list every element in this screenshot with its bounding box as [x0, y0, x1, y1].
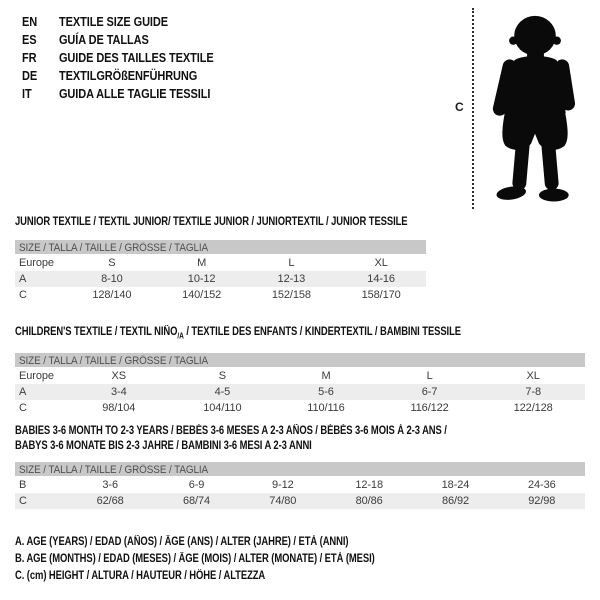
size-header-bar [15, 240, 426, 254]
legend-line-age-years: A. AGE (YEARS) / EDAD (AÑOS) / ÂGE (ANS) / ALTER (JAHRE) / ETÀ (ANNI) [15, 536, 349, 548]
age-cell: 12-13 [277, 273, 306, 285]
size-cell: M [321, 370, 331, 383]
language-row-fr [22, 49, 214, 67]
table-row-height [15, 287, 426, 303]
height-cell: 122/128 [513, 402, 553, 415]
size-cell: M [197, 257, 207, 269]
table-row-age [15, 384, 585, 400]
months-cell: 6-9 [188, 479, 205, 491]
section-children [15, 326, 585, 416]
title-prefix: CHILDREN'S TEXTILE / TEXTIL NIÑO [15, 326, 178, 338]
size-header-label: SIZE / TALLA / TAILLE / GRÖSSE / TAGLIA [19, 242, 209, 254]
language-row-it [22, 85, 214, 103]
height-cell: 68/74 [182, 495, 210, 507]
language-code: IT [22, 87, 32, 101]
months-cell: 18-24 [441, 479, 470, 491]
height-cell: 86/92 [441, 495, 469, 507]
language-row-de [22, 67, 214, 85]
section-junior [15, 216, 426, 303]
size-cell: S [218, 370, 227, 383]
language-code: EN [22, 15, 38, 29]
table-row-height [15, 493, 585, 509]
language-code: FR [22, 51, 37, 65]
table-row-months [15, 477, 585, 493]
toddler-silhouette-icon [481, 8, 591, 206]
height-measure-figure [455, 6, 593, 211]
table-row-height [15, 400, 585, 416]
row-label: A [19, 273, 27, 285]
height-cell: 104/110 [203, 402, 242, 415]
size-cell: L [426, 370, 433, 383]
age-cell: 8-10 [101, 273, 123, 285]
height-cell: 128/140 [92, 289, 132, 301]
row-label: C [19, 402, 27, 415]
language-row-es [22, 31, 214, 49]
height-cell: 140/152 [182, 289, 222, 301]
table-row-age [15, 271, 426, 287]
section-babies [15, 424, 585, 509]
size-cell: S [108, 257, 116, 269]
legend [15, 534, 454, 585]
row-label: Europe [19, 257, 54, 269]
months-cell: 24-36 [527, 479, 556, 491]
section-title-junior: JUNIOR TEXTILE / TEXTIL JUNIOR/ TEXTILE JUNIOR / JUNIORTEXTIL / JUNIOR TESSILE [15, 216, 408, 228]
height-cell: 110/116 [307, 402, 345, 415]
size-cell: XL [374, 257, 388, 269]
measure-c-label: C [455, 100, 464, 114]
row-label: A [19, 386, 27, 399]
row-label: C [19, 495, 27, 507]
height-cell: 62/68 [96, 495, 124, 507]
months-cell: 9-12 [272, 479, 294, 491]
age-cell: 10-12 [187, 273, 216, 285]
size-header-label: SIZE / TALLA / TAILLE / GRÖSSE / TAGLIA [19, 355, 209, 368]
age-cell: 6-7 [421, 386, 438, 399]
row-label: C [19, 289, 27, 301]
language-label: TEXTILGRÖßENFÜHRUNG [58, 69, 198, 83]
age-cell: 14-16 [367, 273, 395, 285]
height-cell: 98/104 [102, 402, 136, 415]
section-title-babies-line1: BABIES 3-6 MONTH TO 2-3 YEARS / BEBÉS 3-6 MESES A 2-3 AÑOS / BÉBÉS 3-6 MOIS À 2-3 ANS / [15, 425, 447, 437]
size-header-bar [15, 353, 585, 367]
title-subscript: /A [177, 331, 184, 341]
language-code: ES [22, 33, 37, 47]
height-cell: 116/122 [410, 402, 449, 415]
size-header-label: SIZE / TALLA / TAILLE / GRÖSSE / TAGLIA [19, 464, 209, 476]
height-cell: 80/86 [355, 495, 383, 507]
table-row-europe [15, 368, 585, 384]
legend-line-age-months: B. AGE (MONTHS) / EDAD (MESES) / ÂGE (MOIS) / ALTER (MONATE) / ETÀ (MESI) [15, 553, 375, 565]
language-row-en [22, 13, 214, 31]
title-suffix: / TEXTILE DES ENFANTS / KINDERTEXTIL / BAMBINI TESSILE [183, 326, 461, 338]
height-dotted-line [472, 8, 474, 209]
language-label: TEXTILE SIZE GUIDE [58, 15, 169, 29]
size-header-bar [15, 462, 585, 476]
size-cell: L [288, 257, 295, 269]
size-cell: XL [526, 370, 540, 383]
height-cell: 152/158 [271, 289, 311, 301]
age-cell: 3-4 [110, 386, 127, 399]
language-list [22, 13, 240, 103]
height-cell: 158/170 [361, 289, 401, 301]
language-label: GUÍA DE TALLAS [58, 33, 149, 47]
table-row-europe [15, 255, 426, 271]
height-cell: 92/98 [528, 495, 556, 507]
section-title-babies-line2: BABYS 3-6 MONATE BIS 2-3 JAHRE / BAMBINI 3-6 MESI A 2-3 ANNI [15, 440, 312, 452]
row-label: Europe [19, 370, 54, 383]
language-code: DE [22, 69, 38, 83]
section-title-children [15, 326, 482, 342]
age-cell: 4-5 [214, 386, 231, 399]
months-cell: 12-18 [355, 479, 383, 491]
age-cell: 7-8 [525, 386, 541, 399]
language-label: GUIDE DES TAILLES TEXTILE [58, 51, 214, 65]
age-cell: 5-6 [318, 386, 334, 399]
row-label: B [19, 479, 27, 491]
height-cell: 74/80 [269, 495, 297, 507]
legend-line-height: C. (cm) HEIGHT / ALTURA / HAUTEUR / HÖHE / ALTEZZA [15, 570, 266, 582]
months-cell: 3-6 [102, 479, 118, 491]
size-cell: XS [111, 370, 127, 383]
language-label: GUIDA ALLE TAGLIE TESSILI [58, 87, 211, 101]
